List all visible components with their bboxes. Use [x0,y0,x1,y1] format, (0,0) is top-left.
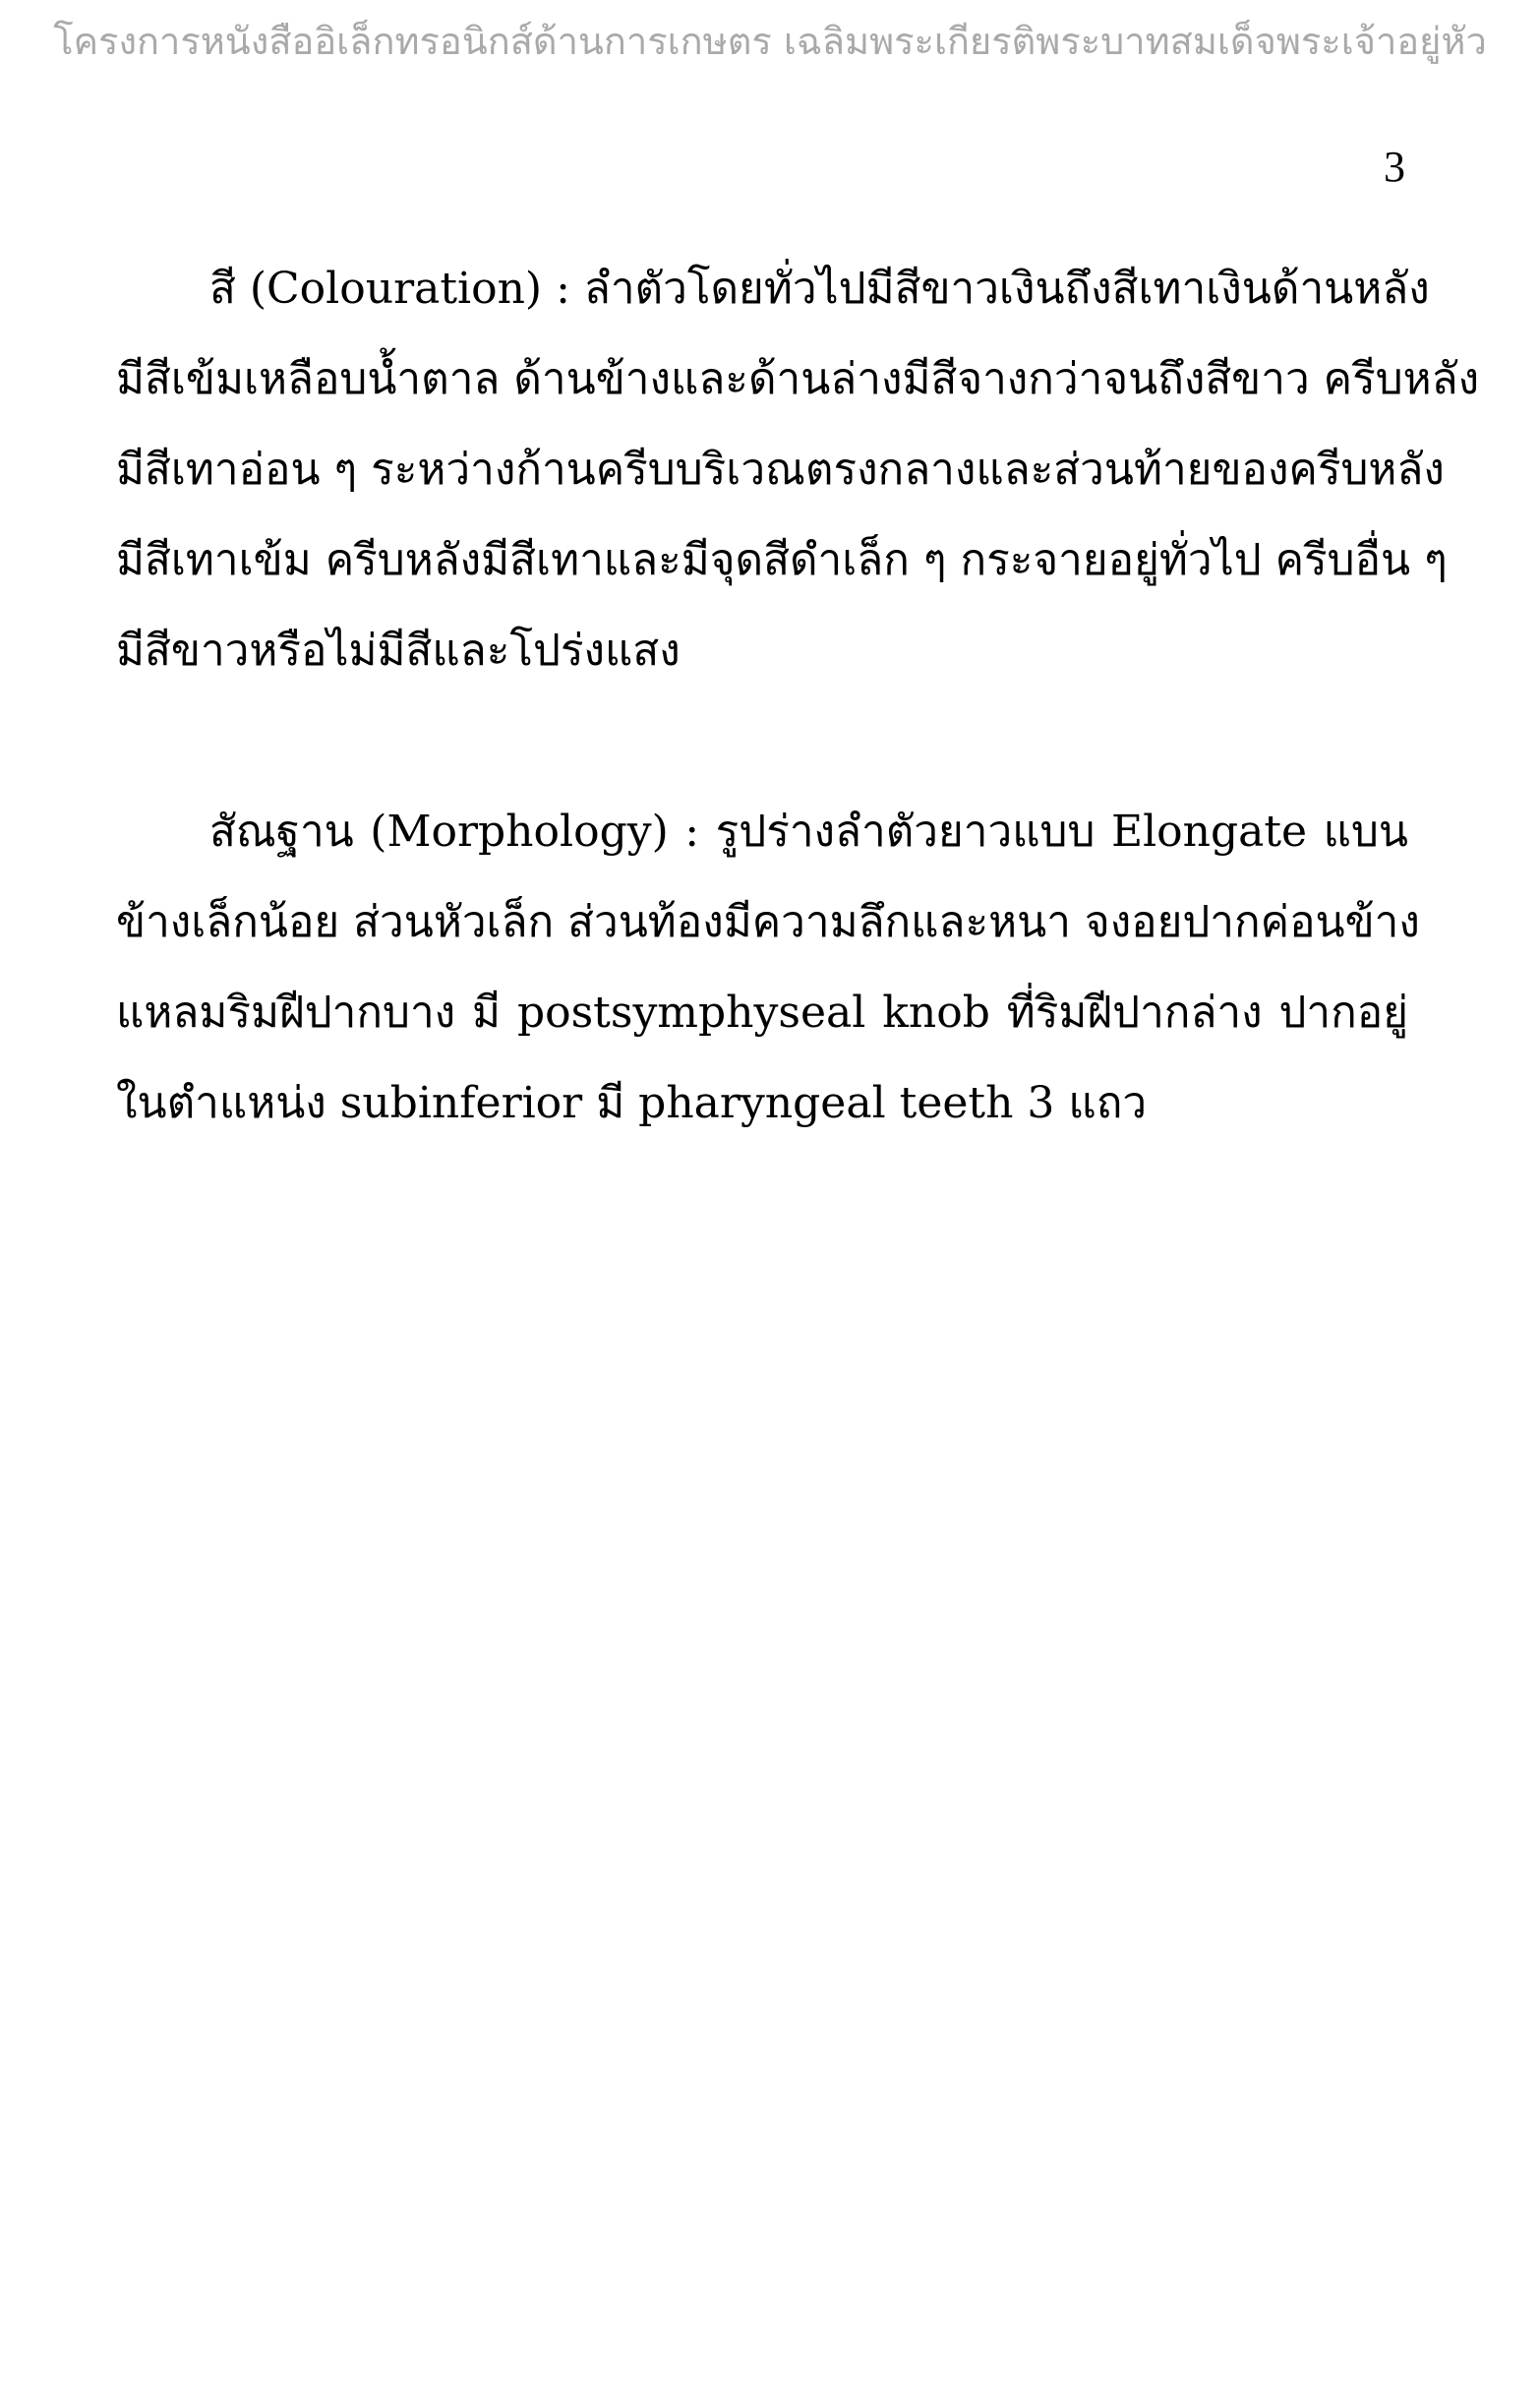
page-number: 3 [1384,143,1405,191]
paragraph-line: สัณฐาน (Morphology) : รูปร่างลำตัวยาวแบบ Elongate แบน [209,807,1408,857]
paragraph-line: ข้างเล็กน้อย ส่วนหัวเล็ก ส่วนท้องมีความลึกและหนา จงอยปากค่อนข้าง [116,897,1420,947]
paragraph-line: มีสีเข้มเหลือบน้ำตาล ด้านข้างและด้านล่างมีสีจางกว่าจนถึงสีขาว ครีบหลัง [116,354,1480,404]
paragraph-line: สี (Colouration) : ลำตัวโดยทั่วไปมีสีขาวเงินถึงสีเทาเงินด้านหลัง [209,264,1430,314]
paragraph-line: มีสีเทาอ่อน ๆ ระหว่างก้านครีบบริเวณตรงกลางและส่วนท้ายของครีบหลัง [116,445,1445,495]
paragraph-line: แหลมริมฝีปากบาง มี postsymphyseal knob ที่ริมฝีปากล่าง ปากอยู่ [116,988,1408,1038]
paragraph-morphology [116,787,1420,1149]
paragraph-line: มีสีขาวหรือไม่มีสีและโปร่งแสง [116,626,681,676]
running-header: โครงการหนังสืออิเล็กทรอนิกส์ด้านการเกษตร เฉลิมพระเกียรติพระบาทสมเด็จพระเจ้าอยู่หัว [53,20,1487,63]
paragraph-line: ในตำแหน่ง subinferior มี pharyngeal teeth 3 แถว [116,1078,1148,1128]
paragraph-colouration [116,244,1480,696]
paragraph-line: มีสีเทาเข้ม ครีบหลังมีสีเทาและมีจุดสีดำเล็ก ๆ กระจายอยู่ทั่วไป ครีบอื่น ๆ [116,535,1448,585]
